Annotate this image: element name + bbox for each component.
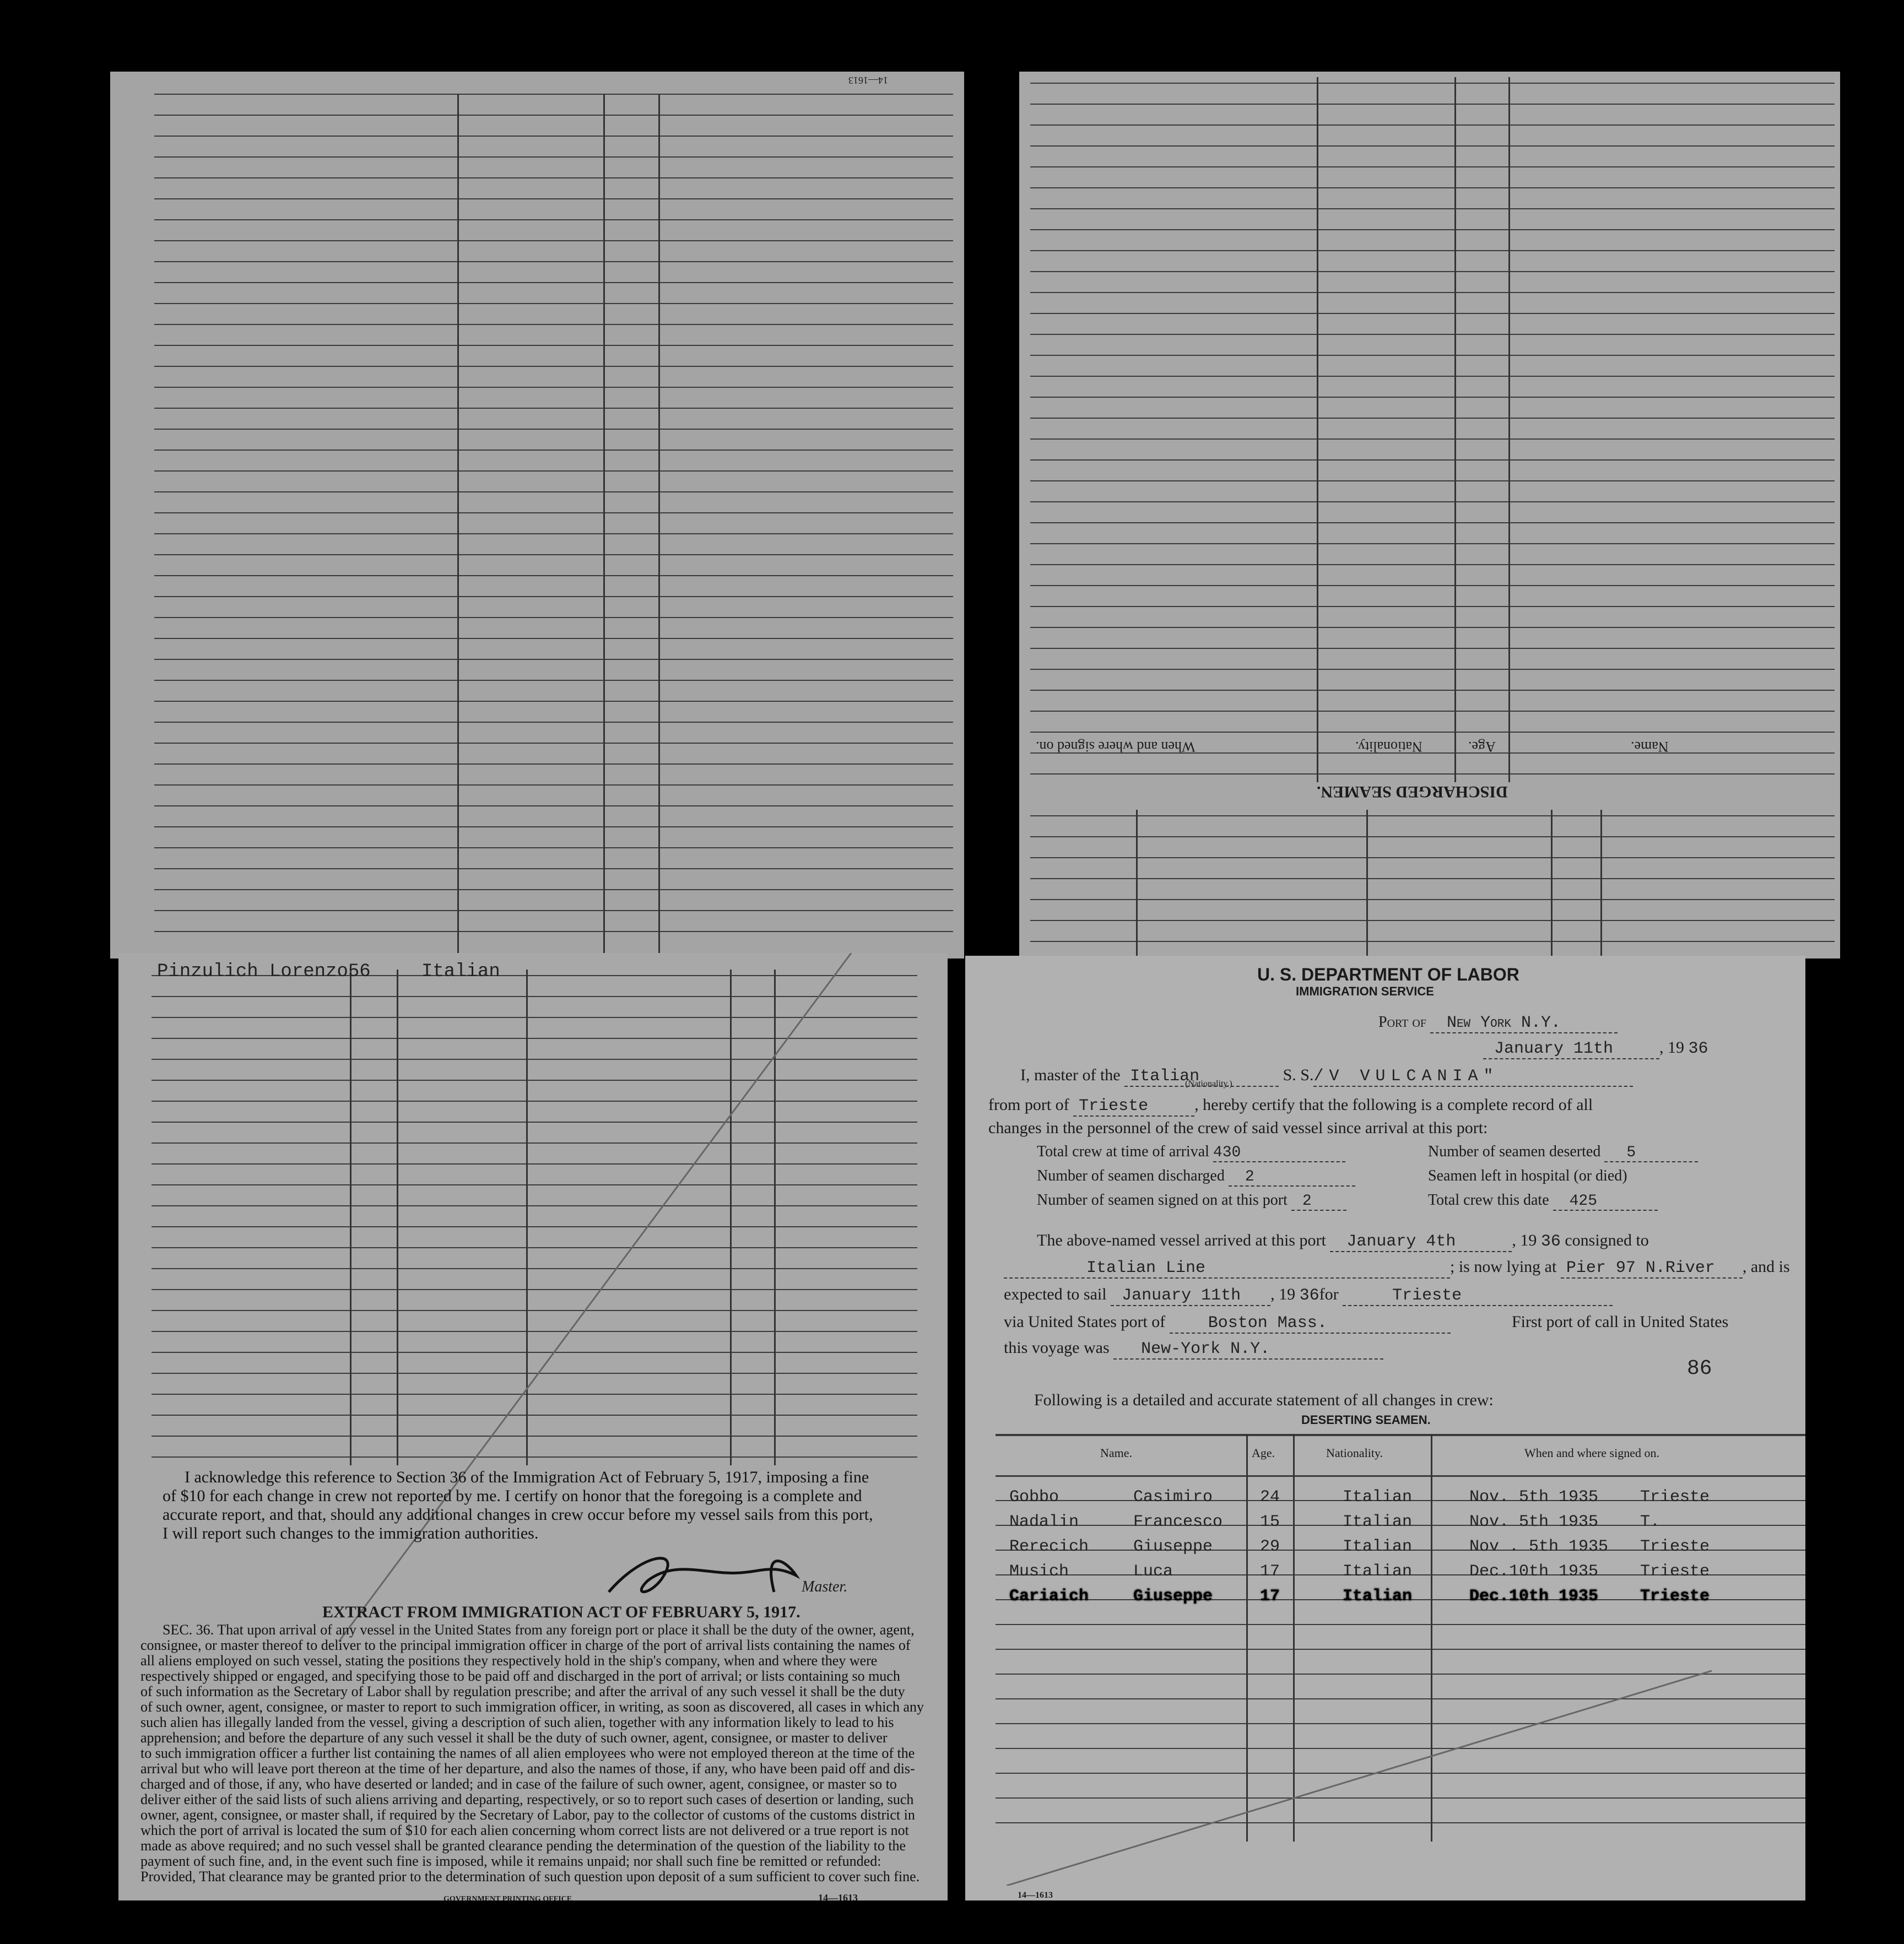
extract-line: apprehension; and before the departure of any such vessel it shall be the duty of such owner, agent, consignee, or master to deliver (140, 1730, 888, 1746)
ruled-line (1030, 501, 1835, 502)
ruled-line (154, 240, 953, 241)
given-name-cell: Casimiro (1133, 1488, 1213, 1507)
arrived-year-suffix: 36 (1540, 1232, 1561, 1251)
ruled-line (154, 136, 953, 137)
ruled-line (154, 784, 953, 786)
ruled-line (154, 847, 953, 848)
printer-label: GOVERNMENT PRINTING OFFICE (443, 1895, 572, 1900)
ruled-line (1030, 920, 1835, 921)
total-crew-arrival-label: Total crew at time of arrival (1037, 1143, 1209, 1160)
service-title: IMMIGRATION SERVICE (1296, 984, 1434, 998)
ruled-line (1030, 418, 1835, 419)
date-cell: Dec.10th 1935 (1469, 1587, 1599, 1606)
ruled-line (1030, 250, 1835, 251)
nationality-cell: Italian (1343, 1562, 1413, 1581)
ruled-line (154, 638, 953, 639)
ruled-line (1030, 124, 1835, 126)
master-signature (598, 1542, 829, 1609)
header-when-signed: When and where signed on. (1524, 1446, 1659, 1460)
arrived-year-prefix: 19 (1520, 1231, 1537, 1249)
place-cell: T. (1640, 1513, 1660, 1531)
ruled-line (154, 366, 953, 367)
surname-cell: Nadalin (1009, 1513, 1079, 1531)
form-number-lower-left: 14—1613 (818, 1892, 858, 1900)
surname-cell: Rerecich (1009, 1537, 1089, 1556)
nationality-caption: (Nationality.) (1185, 1079, 1232, 1089)
for-label: for (1319, 1285, 1339, 1303)
ruled-line (154, 701, 953, 702)
age-cell: 17 (1260, 1562, 1280, 1581)
acknowledge-line: accurate report, and that, should any additional changes in crew occur before my vessel sails from this port, (163, 1506, 873, 1524)
ruled-line (154, 659, 953, 660)
ruled-line (154, 743, 953, 744)
header-age: Age. (1252, 1446, 1275, 1460)
report-date: January 11th (1483, 1039, 1659, 1059)
form-number-lower-right: 14—1613 (1018, 1891, 1053, 1900)
extract-line: consignee, or master thereof to deliver to the principal immigration officer in charge of the port of arrival lists containing the names of (140, 1638, 911, 1653)
ruled-line (1030, 648, 1835, 649)
upper-left-page (110, 72, 964, 959)
extract-line: respectively shipped or engaged, and specifying those to be paid off and discharged in the port of arrival; or lists containing so much (140, 1669, 900, 1684)
ruled-line (154, 617, 953, 618)
extract-line: to such immigration officer a further list containing the names of all alien employees who were not employed thereon at the time of the (140, 1746, 915, 1761)
form-number: 14—1613 (848, 75, 888, 86)
ruled-line (154, 722, 953, 723)
ruled-line (1030, 459, 1835, 461)
total-crew-arrival-value: 430 (1213, 1144, 1345, 1162)
age-cell: 17 (1260, 1587, 1280, 1606)
ruled-line (1030, 732, 1835, 733)
ruled-line (154, 491, 953, 492)
expected-label: expected to sail (1004, 1285, 1107, 1303)
ruled-line (1030, 438, 1835, 440)
ruled-line (154, 282, 953, 283)
ruled-line (154, 115, 953, 116)
ruled-line (154, 533, 953, 534)
ruled-line (1030, 815, 1835, 816)
extract-line: such alien has illegally landed from the vessel, giving a description of such alien, together with any information likely to lead to his (140, 1715, 894, 1730)
ruled-line (1030, 941, 1835, 942)
lower-right-page: U. S. DEPARTMENT OF LABOR IMMIGRATION SERVICE Port of New York N.Y. January 11th , 19 36 I, master of the Italian (Nationality.) S. S./V VULCANIA" from port of Trieste , hereby certify that the following is a complete record of all changes in the personnel of the crew of said vessel since arrival at this port: Total crew at time of arrival 430 Number of seamen deserted 5 Number of seamen discharged 2 Seamen left in hospital (or died) Number of seamen signed on at this port 2 Total crew this date 425 The above-named vessel arrived at this port January 4th , 19 36 consigned to Italian Line ; is now lying at Pier 97 N.River , and is expected to sail January 11th , 19 36for Trieste via United States port of Boston Mass. First port of call in United States this voyage was New-York N.Y. 86 Following is a detailed and accurate statement of all changes in crew: DESERTING SEAMEN. Name. Age. Nationality. When and where signed on. Gobbo Casimiro 24 Italian Nov. 5th 1935 Trieste Nadalin Francesco 15 Italian Nov. 5th 1935 T. Rerecich Giuseppe 29 Italian Nov . 5th 1935 Trieste Musich Luca 17 Italian Dec.10th 1935 Trieste Cariaich Giuseppe 17 Italian Dec.10th 1935 Trieste 14—1613 (965, 956, 1805, 1900)
header-name: Name. (1100, 1446, 1133, 1460)
changes-text: changes in the personnel of the crew of said vessel since arrival at this port: (988, 1119, 1488, 1137)
consigned-label: consigned to (1565, 1231, 1649, 1249)
ruled-line (154, 94, 953, 95)
nationality-value: Italian (1130, 1067, 1200, 1086)
signed-on-value: 2 (1291, 1193, 1346, 1211)
ruled-line (1030, 208, 1835, 209)
seamen-deserted-value: 5 (1604, 1144, 1698, 1162)
ruled-line (1030, 543, 1835, 544)
ruled-line (154, 910, 953, 911)
header-age: Age. (1468, 739, 1496, 755)
ruled-line (154, 345, 953, 346)
ruled-line (154, 219, 953, 220)
ruled-line (154, 177, 953, 178)
ruled-line (1030, 878, 1835, 879)
vessel-name: /V VULCANIA" (1313, 1067, 1633, 1087)
acknowledge-line: I will report such changes to the immigration authorities. (163, 1524, 539, 1542)
ruled-line (1030, 166, 1835, 167)
year-suffix: 36 (1688, 1039, 1708, 1058)
ruled-line (1030, 355, 1835, 356)
ruled-line (1030, 376, 1835, 377)
ruled-line (154, 575, 953, 576)
following-label: Following is a detailed and accurate statement of all changes in crew: (1034, 1391, 1494, 1409)
year-prefix: 19 (1668, 1038, 1684, 1057)
lower-left-page (118, 953, 948, 1900)
age-cell: 15 (1260, 1513, 1280, 1531)
destination-value: Trieste (1343, 1286, 1613, 1306)
date-cell: Nov. 5th 1935 (1469, 1488, 1599, 1507)
extract-line: all aliens employed on such vessel, stating the positions they respectively hold in the ship's company, when and where they were (140, 1653, 878, 1669)
seamen-discharged-label: Number of seamen discharged (1037, 1167, 1225, 1184)
given-name-cell: Giuseppe (1133, 1537, 1213, 1556)
nationality-cell: Italian (1343, 1587, 1413, 1606)
header-when-signed: When and where signed on. (1036, 739, 1196, 755)
ruled-line (154, 805, 953, 806)
port-label: Port of (1378, 1014, 1426, 1031)
ruled-line (154, 324, 953, 325)
extract-line: payment of such fine, and, in the event such fine is imposed, while it remains unpaid; nor shall such fine be remitted or refunded: (140, 1854, 881, 1869)
via-label: via United States port of (1004, 1313, 1166, 1331)
seamen-discharged-value: 2 (1229, 1168, 1355, 1187)
first-port-label: First port of call in United States (1512, 1313, 1729, 1331)
discharged-title: DISCHARGED SEAMEN. (1317, 783, 1508, 801)
nationality-cell: Italian (1343, 1513, 1413, 1531)
ruled-line (154, 680, 953, 681)
deserting-table (996, 1434, 1805, 1886)
ruled-line (154, 826, 953, 827)
ruled-line (154, 889, 953, 890)
extract-line: owner, agent, consignee, or master shall, if required by the Secretary of Labor, pay to the collector of customs of the customs district in (140, 1807, 915, 1823)
sail-year-suffix: 36 (1299, 1286, 1319, 1305)
extract-line: arrival but who will leave port thereon at the time of her departure, and also the names of those, if any, who have been paid off and dis- (140, 1761, 915, 1777)
acknowledge-line: I acknowledge this reference to Section 36 of the Immigration Act of February 5, 1917, imposing a fine (185, 1468, 869, 1486)
place-cell: Trieste (1640, 1587, 1710, 1606)
extract-line: which the port of arrival is located the sum of $10 for each alien concerning whom correct lists are not delivered or a true report is not (140, 1823, 909, 1838)
signed-on-label: Number of seamen signed on at this port (1037, 1192, 1288, 1209)
hospital-label: Seamen left in hospital (or died) (1428, 1167, 1627, 1184)
ruled-line (1030, 313, 1835, 314)
ruled-line (1030, 836, 1835, 837)
surname-cell: Gobbo (1009, 1488, 1059, 1507)
extract-title: EXTRACT FROM IMMIGRATION ACT OF FEBRUARY 5, 1917. (322, 1603, 800, 1621)
extract-line: charged and of those, if any, who have deserted or landed; and in case of the failure of such owner, agent, consignee, or master so to (140, 1777, 897, 1792)
first-port-value: New-York N.Y. (1113, 1340, 1383, 1360)
diagonal-cancel-line (996, 1434, 1805, 1886)
nationality-cell: Italian (1343, 1537, 1413, 1556)
place-cell: Trieste (1640, 1562, 1710, 1581)
sail-year-prefix: 19 (1279, 1285, 1296, 1303)
surname-cell: Cariaich (1009, 1587, 1089, 1606)
deserting-title: DESERTING SEAMEN. (1301, 1413, 1431, 1427)
from-port-label: from port of (988, 1096, 1069, 1114)
ruled-line (1030, 899, 1835, 900)
extract-line: of such information as the Secretary of Labor shall by regulation prescribe; and after the arrival of any such vessel it shall be the duty (140, 1684, 905, 1699)
ruled-line (1030, 187, 1835, 188)
and-is-label: , and is (1742, 1258, 1790, 1276)
extract-line: of such owner, agent, consignee, or master to report to such immigration officer, in writing, as soon as discovered, all cases in which any (140, 1699, 924, 1715)
ruled-line (154, 450, 953, 451)
ruled-line (1030, 334, 1835, 335)
certify-text: , hereby certify that the following is a complete record of all (1194, 1096, 1593, 1114)
age-cell: 29 (1260, 1537, 1280, 1556)
ruled-line (154, 156, 953, 158)
ruled-line (154, 554, 953, 555)
ruled-line (1030, 104, 1835, 105)
ruled-line (1030, 229, 1835, 230)
place-cell: Trieste (1640, 1537, 1710, 1556)
master-label: Master. (802, 1578, 848, 1595)
extract-line: deliver either of the said lists of such aliens arriving and departing, respectively, or so to report such cases of desertion or landing, such (140, 1792, 914, 1807)
ruled-line (1030, 397, 1835, 398)
ruled-line (154, 408, 953, 409)
header-nationality: Nationality. (1326, 1446, 1383, 1460)
given-name-cell: Luca (1133, 1562, 1173, 1581)
port-value: New York N.Y. (1430, 1014, 1618, 1033)
ruled-line (1030, 773, 1835, 775)
ruled-line (1030, 585, 1835, 586)
ruled-line (154, 763, 953, 765)
given-name-cell: Francesco (1133, 1513, 1223, 1531)
arrived-date: January 4th (1330, 1232, 1512, 1252)
ruled-line (154, 931, 953, 932)
dept-title: U. S. DEPARTMENT OF LABOR (1257, 965, 1519, 984)
ruled-line (1030, 564, 1835, 565)
first-entry-nationality: Italian (421, 961, 500, 982)
first-entry-name: Pinzulich Lorenzo (157, 961, 348, 982)
consignee-value: Italian Line (1004, 1259, 1450, 1279)
nationality-cell: Italian (1343, 1488, 1413, 1507)
ruled-line (154, 596, 953, 597)
ruled-line (1030, 669, 1835, 670)
extract-line: made as above required; and no such vessel shall be granted clearance pending the determination of the question of the liability to the (140, 1838, 906, 1854)
upper-right-page (1019, 72, 1840, 959)
via-port-value: Boston Mass. (1170, 1314, 1451, 1334)
ruled-line (154, 198, 953, 199)
age-cell: 24 (1260, 1488, 1280, 1507)
ss-label: S. S. (1283, 1066, 1314, 1084)
acknowledge-line: of $10 for each change in crew not reported by me. I certify on honor that the foregoing is a complete and (163, 1487, 862, 1505)
sail-date: January 11th (1111, 1286, 1270, 1306)
surname-cell: Musich (1009, 1562, 1069, 1581)
ruled-line (1030, 857, 1835, 858)
header-nationality: Nationality. (1355, 739, 1422, 755)
header-name: Name. (1631, 739, 1669, 755)
ruled-line (1030, 480, 1835, 481)
ruled-line (154, 387, 953, 388)
given-name-cell: Giuseppe (1133, 1587, 1213, 1606)
ruled-line (1030, 606, 1835, 607)
ruled-line (154, 261, 953, 262)
ruled-line (1030, 522, 1835, 523)
ruled-line (1030, 83, 1835, 84)
ruled-line (154, 512, 953, 513)
ruled-line (1030, 145, 1835, 147)
seamen-deserted-label: Number of seamen deserted (1428, 1143, 1601, 1160)
extract-line: SEC. 36. That upon arrival of any vessel in the United States from any foreign port or place it shall be the duty of the owner, agent, (163, 1622, 915, 1638)
ruled-line (1030, 627, 1835, 628)
date-cell: Dec.10th 1935 (1469, 1562, 1599, 1581)
date-cell: Nov. 5th 1935 (1469, 1513, 1599, 1531)
ruled-line (1030, 690, 1835, 691)
place-cell: Trieste (1640, 1488, 1710, 1507)
ruled-line (154, 429, 953, 430)
ruled-line (1030, 711, 1835, 712)
from-port-value: Trieste (1073, 1097, 1194, 1117)
arrived-label: The above-named vessel arrived at this port (1037, 1231, 1326, 1249)
ruled-line (154, 470, 953, 472)
ruled-line (1030, 271, 1835, 272)
ruled-line (154, 868, 953, 869)
total-crew-date-value: 425 (1553, 1193, 1658, 1211)
ruled-line (1030, 292, 1835, 293)
voyage-label: this voyage was (1004, 1339, 1110, 1357)
first-entry-age: 56 (348, 961, 371, 982)
lying-label: ; is now lying at (1450, 1258, 1557, 1276)
marginal-number: 86 (1687, 1357, 1712, 1380)
extract-line: Provided, That clearance may be granted prior to the determination of such question upon deposit of a sum sufficient to cover such fine. (140, 1869, 920, 1885)
ruled-line (154, 303, 953, 304)
total-crew-date-label: Total crew this date (1428, 1192, 1549, 1209)
pier-value: Pier 97 N.River (1561, 1259, 1743, 1279)
master-of-label: I, master of the (1020, 1066, 1121, 1084)
date-cell: Nov . 5th 1935 (1469, 1537, 1609, 1556)
